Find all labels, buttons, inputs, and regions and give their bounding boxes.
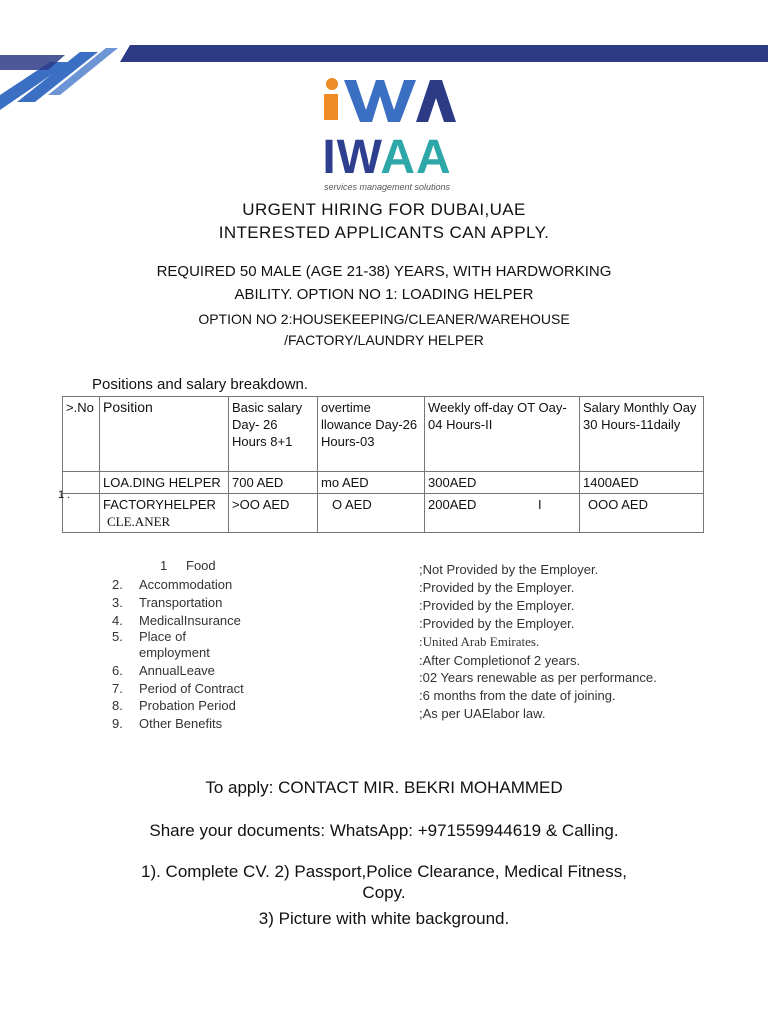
cell-basic: >OO AED	[229, 494, 318, 533]
salary-table-title: Positions and salary breakdown.	[92, 376, 308, 393]
row-number-mark: 1 .	[58, 489, 71, 501]
whatsapp-line: Share your documents: WhatsApp: +971559944619 & Calling.	[149, 821, 619, 840]
list-item-label: Transportation	[139, 595, 223, 610]
list-item-number: 6.	[112, 663, 123, 678]
list-item-label: Other Benefits	[139, 716, 223, 731]
header-overtime: overtime llowance Day-26 Hours-03	[318, 397, 425, 472]
list-item-label: MedicalInsurance	[139, 613, 241, 628]
requirements-line-3: OPTION NO 2:HOUSEKEEPING/CLEANER/WAREHOUSE	[198, 311, 570, 327]
table-header-row	[63, 397, 704, 472]
benefit-value: :Provided by the Employer.	[419, 598, 575, 613]
benefit-value: :6 months from the date of joining.	[419, 688, 616, 703]
company-logo	[312, 70, 462, 195]
logo-wordmark: IWAA	[322, 131, 452, 184]
list-item-label: Accommodation	[139, 577, 233, 592]
list-item-number: 8.	[112, 698, 123, 713]
cell-weekly-value: 200AED	[428, 497, 477, 512]
cell-basic: 700 AED	[229, 472, 318, 494]
header-basic: Basic salary Day- 26 Hours 8+1	[229, 397, 318, 472]
logo-mark-icon	[312, 70, 462, 128]
list-item-number: 4.	[112, 613, 123, 628]
requirements-line-1: REQUIRED 50 MALE (AGE 21-38) YEARS, WITH HARDWORKING	[156, 263, 612, 280]
table-row	[63, 472, 704, 494]
benefit-value: ;Not Provided by the Employer.	[419, 562, 599, 577]
header-salary: Salary Monthly Oay 30 Hours-11daily	[580, 397, 704, 472]
cell-position-line-1: FACTORYHELPER	[103, 497, 216, 512]
cell-overtime: mo AED	[318, 472, 425, 494]
cell-salary: 1400AED	[580, 472, 704, 494]
cell-position	[100, 494, 229, 533]
cell-weekly-mark: I	[538, 497, 542, 512]
list-item-number: 3.	[112, 595, 123, 610]
cell-salary: OOO AED	[580, 494, 704, 533]
table-row	[63, 494, 704, 533]
list-item-label: Food	[186, 558, 216, 573]
logo-tagline: services management solutions	[323, 182, 451, 192]
picture-line: 3) Picture with white background.	[258, 909, 510, 928]
headline-apply: INTERESTED APPLICANTS CAN APPLY.	[218, 223, 550, 242]
benefit-value: :After Completionof 2 years.	[419, 653, 581, 668]
cell-position: LOA.DING HELPER	[100, 472, 229, 494]
requirements-line-2: ABILITY. OPTION NO 1: LOADING HELPER	[234, 286, 534, 303]
header-weekly: Weekly off-day OT Oay-04 Hours-II	[425, 397, 580, 472]
cell-overtime: O AED	[318, 494, 425, 533]
list-item-number: 1	[160, 558, 168, 573]
requirements-line-4: /FACTORY/LAUNDRY HELPER	[284, 332, 484, 348]
benefit-value: :Provided by the Employer.	[419, 580, 575, 595]
list-item-number: 2.	[112, 577, 123, 592]
cell-position-line-2: CLE.ANER	[107, 514, 171, 529]
list-item-label: AnnualLeave	[139, 663, 215, 678]
headline-urgent-hiring: URGENT HIRING FOR DUBAI,UAE	[242, 200, 526, 219]
list-item-number: 5.	[112, 629, 123, 644]
benefit-value: ;As per UAElabor law.	[419, 706, 546, 721]
benefit-value: :Provided by the Employer.	[419, 616, 575, 631]
documents-line: 1). Complete CV. 2) Passport,Police Clearance, Medical Fitness,	[141, 862, 627, 881]
benefit-value: :United Arab Emirates.	[419, 634, 540, 649]
contact-line: To apply: CONTACT MIR. BEKRI MOHAMMED	[205, 778, 563, 797]
list-item-label: Place of employment	[139, 629, 210, 660]
benefit-value: :02 Years renewable as per performance.	[419, 670, 657, 685]
list-item-label: Period of Contract	[139, 681, 244, 696]
header-no: >.No	[63, 397, 100, 472]
cell-weekly	[425, 494, 580, 533]
header-position: Position	[100, 397, 229, 472]
cell-weekly: 300AED	[425, 472, 580, 494]
list-item-number: 7.	[112, 681, 123, 696]
documents-line-cont: Copy.	[362, 883, 406, 902]
salary-table	[62, 396, 704, 533]
list-item-number: 9.	[112, 716, 123, 731]
list-item-label: Probation Period	[139, 698, 236, 713]
